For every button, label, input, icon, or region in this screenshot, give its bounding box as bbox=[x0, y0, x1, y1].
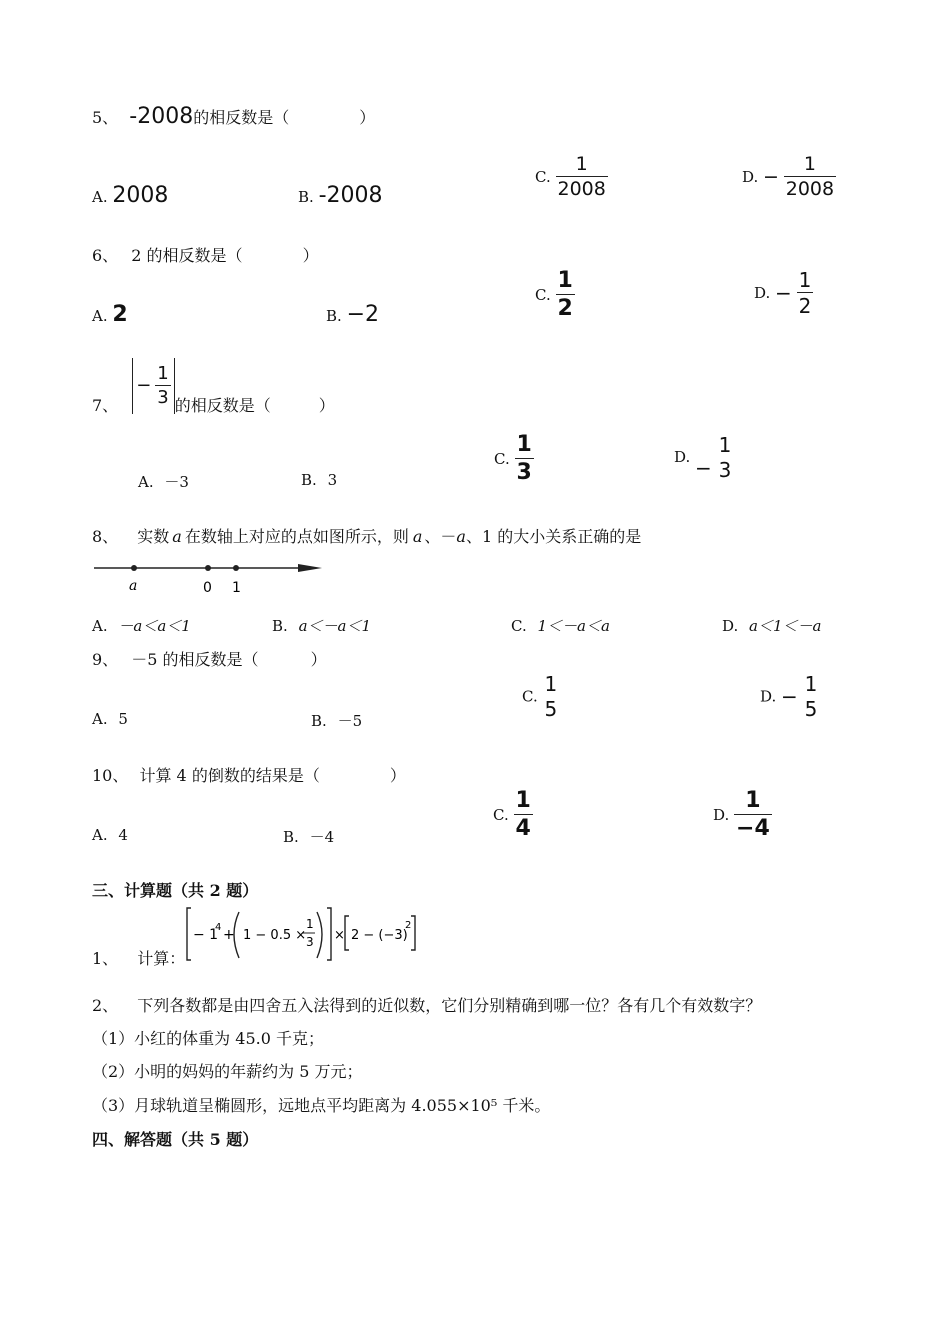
denominator: 3 bbox=[157, 386, 169, 408]
q10-option-a bbox=[92, 826, 128, 844]
denominator: 2 bbox=[557, 296, 573, 321]
option-label: A. bbox=[92, 826, 108, 844]
q9-option-d bbox=[760, 674, 819, 719]
q7-option-b bbox=[301, 471, 337, 489]
calc-2-stem bbox=[92, 993, 761, 1016]
svg-text:2: 2 bbox=[405, 920, 412, 931]
point-one bbox=[233, 565, 239, 571]
q7-option-d bbox=[674, 434, 733, 480]
q7-option-a bbox=[138, 471, 189, 492]
q6-stem bbox=[92, 243, 319, 266]
denominator: 2008 bbox=[785, 178, 835, 200]
expression-brackets bbox=[185, 906, 425, 962]
q10-close: ） bbox=[389, 766, 406, 785]
q8-option-c bbox=[511, 615, 610, 636]
variable-a: a bbox=[172, 527, 182, 546]
q10-number: 10、 bbox=[92, 766, 129, 785]
q5-close: ） bbox=[359, 108, 376, 127]
number-line bbox=[92, 556, 332, 598]
calc-2-number: 2、 bbox=[92, 996, 119, 1015]
calc-1-expression bbox=[185, 906, 425, 967]
q10-stem-text: 计算 4 的倒数的结果是（ bbox=[139, 766, 320, 785]
option-value: -2008 bbox=[318, 183, 383, 208]
q9-stem-text: －5 的相反数是（ bbox=[131, 650, 259, 669]
q7-option-c bbox=[494, 434, 534, 484]
q5-stem-text: 的相反数是（ bbox=[193, 108, 290, 127]
q5-stem bbox=[92, 104, 375, 129]
q5-option-c bbox=[535, 155, 608, 199]
calc-1-number: 1、 bbox=[92, 949, 119, 968]
denominator: 5 bbox=[804, 697, 818, 721]
option-value: 5 bbox=[118, 710, 128, 728]
q7-stem-text: 的相反数是（ bbox=[174, 396, 271, 415]
option-label: B. bbox=[311, 712, 327, 730]
q8-option-b bbox=[272, 615, 371, 636]
svg-text:1: 1 bbox=[306, 917, 314, 931]
q5-option-a bbox=[92, 183, 168, 208]
option-label: B. bbox=[326, 307, 342, 325]
option-label: A. bbox=[92, 710, 108, 728]
option-value: 2 bbox=[112, 302, 128, 327]
option-value: 4 bbox=[118, 826, 128, 844]
numerator: 1 bbox=[515, 788, 531, 813]
fraction bbox=[543, 674, 560, 719]
numerator: 1 bbox=[557, 268, 573, 293]
fraction bbox=[784, 155, 836, 199]
option-label: A. bbox=[138, 473, 154, 491]
option-value: 3 bbox=[327, 471, 338, 489]
minus-sign: − bbox=[781, 684, 798, 709]
numerator: 1 bbox=[544, 672, 558, 696]
minus-sign: − bbox=[695, 456, 712, 480]
q9-option-a bbox=[92, 710, 128, 728]
option-value: －4 bbox=[309, 828, 335, 846]
svg-text:+: + bbox=[223, 927, 235, 943]
minus-sign: − bbox=[775, 281, 792, 305]
svg-text:3: 3 bbox=[306, 935, 314, 949]
numerator: 1 bbox=[798, 268, 812, 292]
fraction bbox=[734, 790, 772, 840]
option-label: A. bbox=[92, 617, 108, 635]
variable-a: a bbox=[456, 527, 466, 546]
fraction bbox=[717, 432, 734, 482]
option-label: B. bbox=[272, 617, 288, 635]
option-value: 2008 bbox=[112, 183, 169, 208]
denominator: 3 bbox=[718, 457, 732, 482]
q6-option-c bbox=[535, 270, 575, 320]
q5-expression: -2008 bbox=[129, 104, 194, 129]
q5-number: 5、 bbox=[92, 108, 119, 127]
point-a bbox=[131, 565, 137, 571]
q10-option-d bbox=[713, 790, 772, 840]
fraction bbox=[556, 155, 608, 199]
denominator: 2 bbox=[798, 294, 812, 318]
option-value: a＜1＜－a bbox=[749, 617, 822, 635]
q6-number: 6、 bbox=[92, 246, 119, 265]
label-zero: 0 bbox=[203, 580, 212, 596]
q9-option-b bbox=[311, 710, 362, 731]
calc-1-prompt: 计算： bbox=[137, 949, 186, 968]
numerator: 1 bbox=[745, 788, 761, 813]
option-label: C. bbox=[535, 168, 551, 186]
q10-stem bbox=[92, 763, 406, 786]
option-value: －3 bbox=[164, 473, 189, 491]
calc-1-label bbox=[92, 946, 185, 969]
svg-text:4: 4 bbox=[215, 922, 222, 933]
q7-close: ） bbox=[318, 396, 335, 415]
denominator: −4 bbox=[736, 816, 770, 841]
q10-option-b bbox=[283, 826, 334, 847]
option-value: a＜－a＜1 bbox=[298, 617, 372, 635]
option-label: C. bbox=[511, 617, 527, 635]
sub-question-1: （1）小红的体重为 45.0 千克； bbox=[92, 1029, 324, 1048]
q6-stem-text: 2 的相反数是（ bbox=[131, 246, 243, 265]
sub-question-3: （3）月球轨道呈椭圆形，远地点平均距离为 4.055×10⁵ 千米。 bbox=[92, 1096, 551, 1115]
q9-number: 9、 bbox=[92, 650, 119, 669]
minus-sign: − bbox=[763, 166, 779, 188]
q8-text: 、－ bbox=[424, 527, 457, 546]
q8-option-a bbox=[92, 615, 191, 636]
option-value: －a＜a＜1 bbox=[118, 617, 191, 635]
option-value: 1＜－a＜a bbox=[537, 617, 610, 635]
label-a: a bbox=[129, 578, 138, 594]
q6-option-b bbox=[326, 302, 379, 327]
q6-close: ） bbox=[302, 246, 319, 265]
fraction bbox=[803, 674, 820, 719]
q9-stem bbox=[92, 647, 327, 670]
q9-close: ） bbox=[310, 650, 327, 669]
q6-option-d bbox=[754, 270, 813, 316]
option-label: A. bbox=[92, 307, 108, 325]
option-label: B. bbox=[283, 828, 299, 846]
fraction bbox=[515, 434, 534, 484]
q8-text: 在数轴上对应的点如图所示，则 bbox=[184, 527, 409, 546]
q9-option-c bbox=[522, 674, 559, 719]
option-label: A. bbox=[92, 188, 108, 206]
option-label: D. bbox=[742, 168, 759, 186]
svg-text:2 − (−3): 2 − (−3) bbox=[351, 928, 408, 943]
q8-text: 、1 的大小关系正确的是 bbox=[465, 527, 642, 546]
absolute-value bbox=[132, 358, 175, 414]
option-label: C. bbox=[522, 687, 538, 706]
variable-a: a bbox=[412, 527, 423, 546]
number-line-arrow bbox=[298, 564, 322, 572]
denominator: 3 bbox=[516, 460, 532, 485]
q5-option-b bbox=[298, 183, 383, 208]
option-label: B. bbox=[298, 188, 314, 206]
option-label: D. bbox=[760, 687, 777, 706]
option-label: D. bbox=[722, 617, 739, 635]
q7-number: 7、 bbox=[92, 396, 119, 415]
numerator: 1 bbox=[804, 672, 818, 696]
option-label: C. bbox=[494, 450, 510, 468]
q8-stem bbox=[92, 524, 641, 547]
option-value: −2 bbox=[346, 302, 380, 327]
label-one: 1 bbox=[232, 580, 241, 596]
option-label: D. bbox=[754, 284, 771, 302]
q6-option-a bbox=[92, 302, 128, 327]
section-heading-calc: 三、计算题（共 2 题） bbox=[92, 881, 259, 900]
numerator: 1 bbox=[803, 153, 816, 175]
q5-option-d bbox=[742, 155, 836, 199]
option-label: C. bbox=[493, 806, 509, 824]
fraction bbox=[556, 270, 575, 320]
denominator: 5 bbox=[544, 697, 558, 721]
q8-text: 实数 bbox=[137, 527, 170, 546]
fraction bbox=[155, 362, 170, 408]
fraction bbox=[797, 270, 814, 316]
option-label: C. bbox=[535, 286, 551, 304]
calc-2-text: 下列各数都是由四舍五入法得到的近似数，它们分别精确到哪一位？各有几个有效数字？ bbox=[137, 996, 762, 1015]
q7-stem bbox=[92, 355, 335, 416]
svg-text:×: × bbox=[334, 928, 345, 943]
fraction bbox=[514, 790, 533, 840]
numerator: 1 bbox=[718, 432, 732, 457]
svg-text:1 − 0.5 ×: 1 − 0.5 × bbox=[243, 928, 307, 943]
q8-number: 8、 bbox=[92, 527, 119, 546]
numerator: 1 bbox=[575, 153, 588, 175]
option-label: D. bbox=[674, 448, 691, 466]
sub-question-2: （2）小明的妈妈的年薪约为 5 万元； bbox=[92, 1062, 363, 1081]
section-heading-answer: 四、解答题（共 5 题） bbox=[92, 1130, 259, 1149]
q10-option-c bbox=[493, 790, 533, 840]
denominator: 4 bbox=[515, 816, 531, 841]
q8-option-d bbox=[722, 615, 821, 636]
point-zero bbox=[205, 565, 211, 571]
numerator: 1 bbox=[516, 432, 532, 457]
option-label: D. bbox=[713, 806, 730, 824]
option-label: B. bbox=[301, 471, 317, 489]
numerator: 1 bbox=[157, 362, 169, 384]
denominator: 2008 bbox=[557, 178, 606, 200]
minus-sign: − bbox=[136, 375, 152, 396]
option-value: －5 bbox=[337, 712, 363, 730]
svg-text:− 1: − 1 bbox=[193, 927, 219, 943]
